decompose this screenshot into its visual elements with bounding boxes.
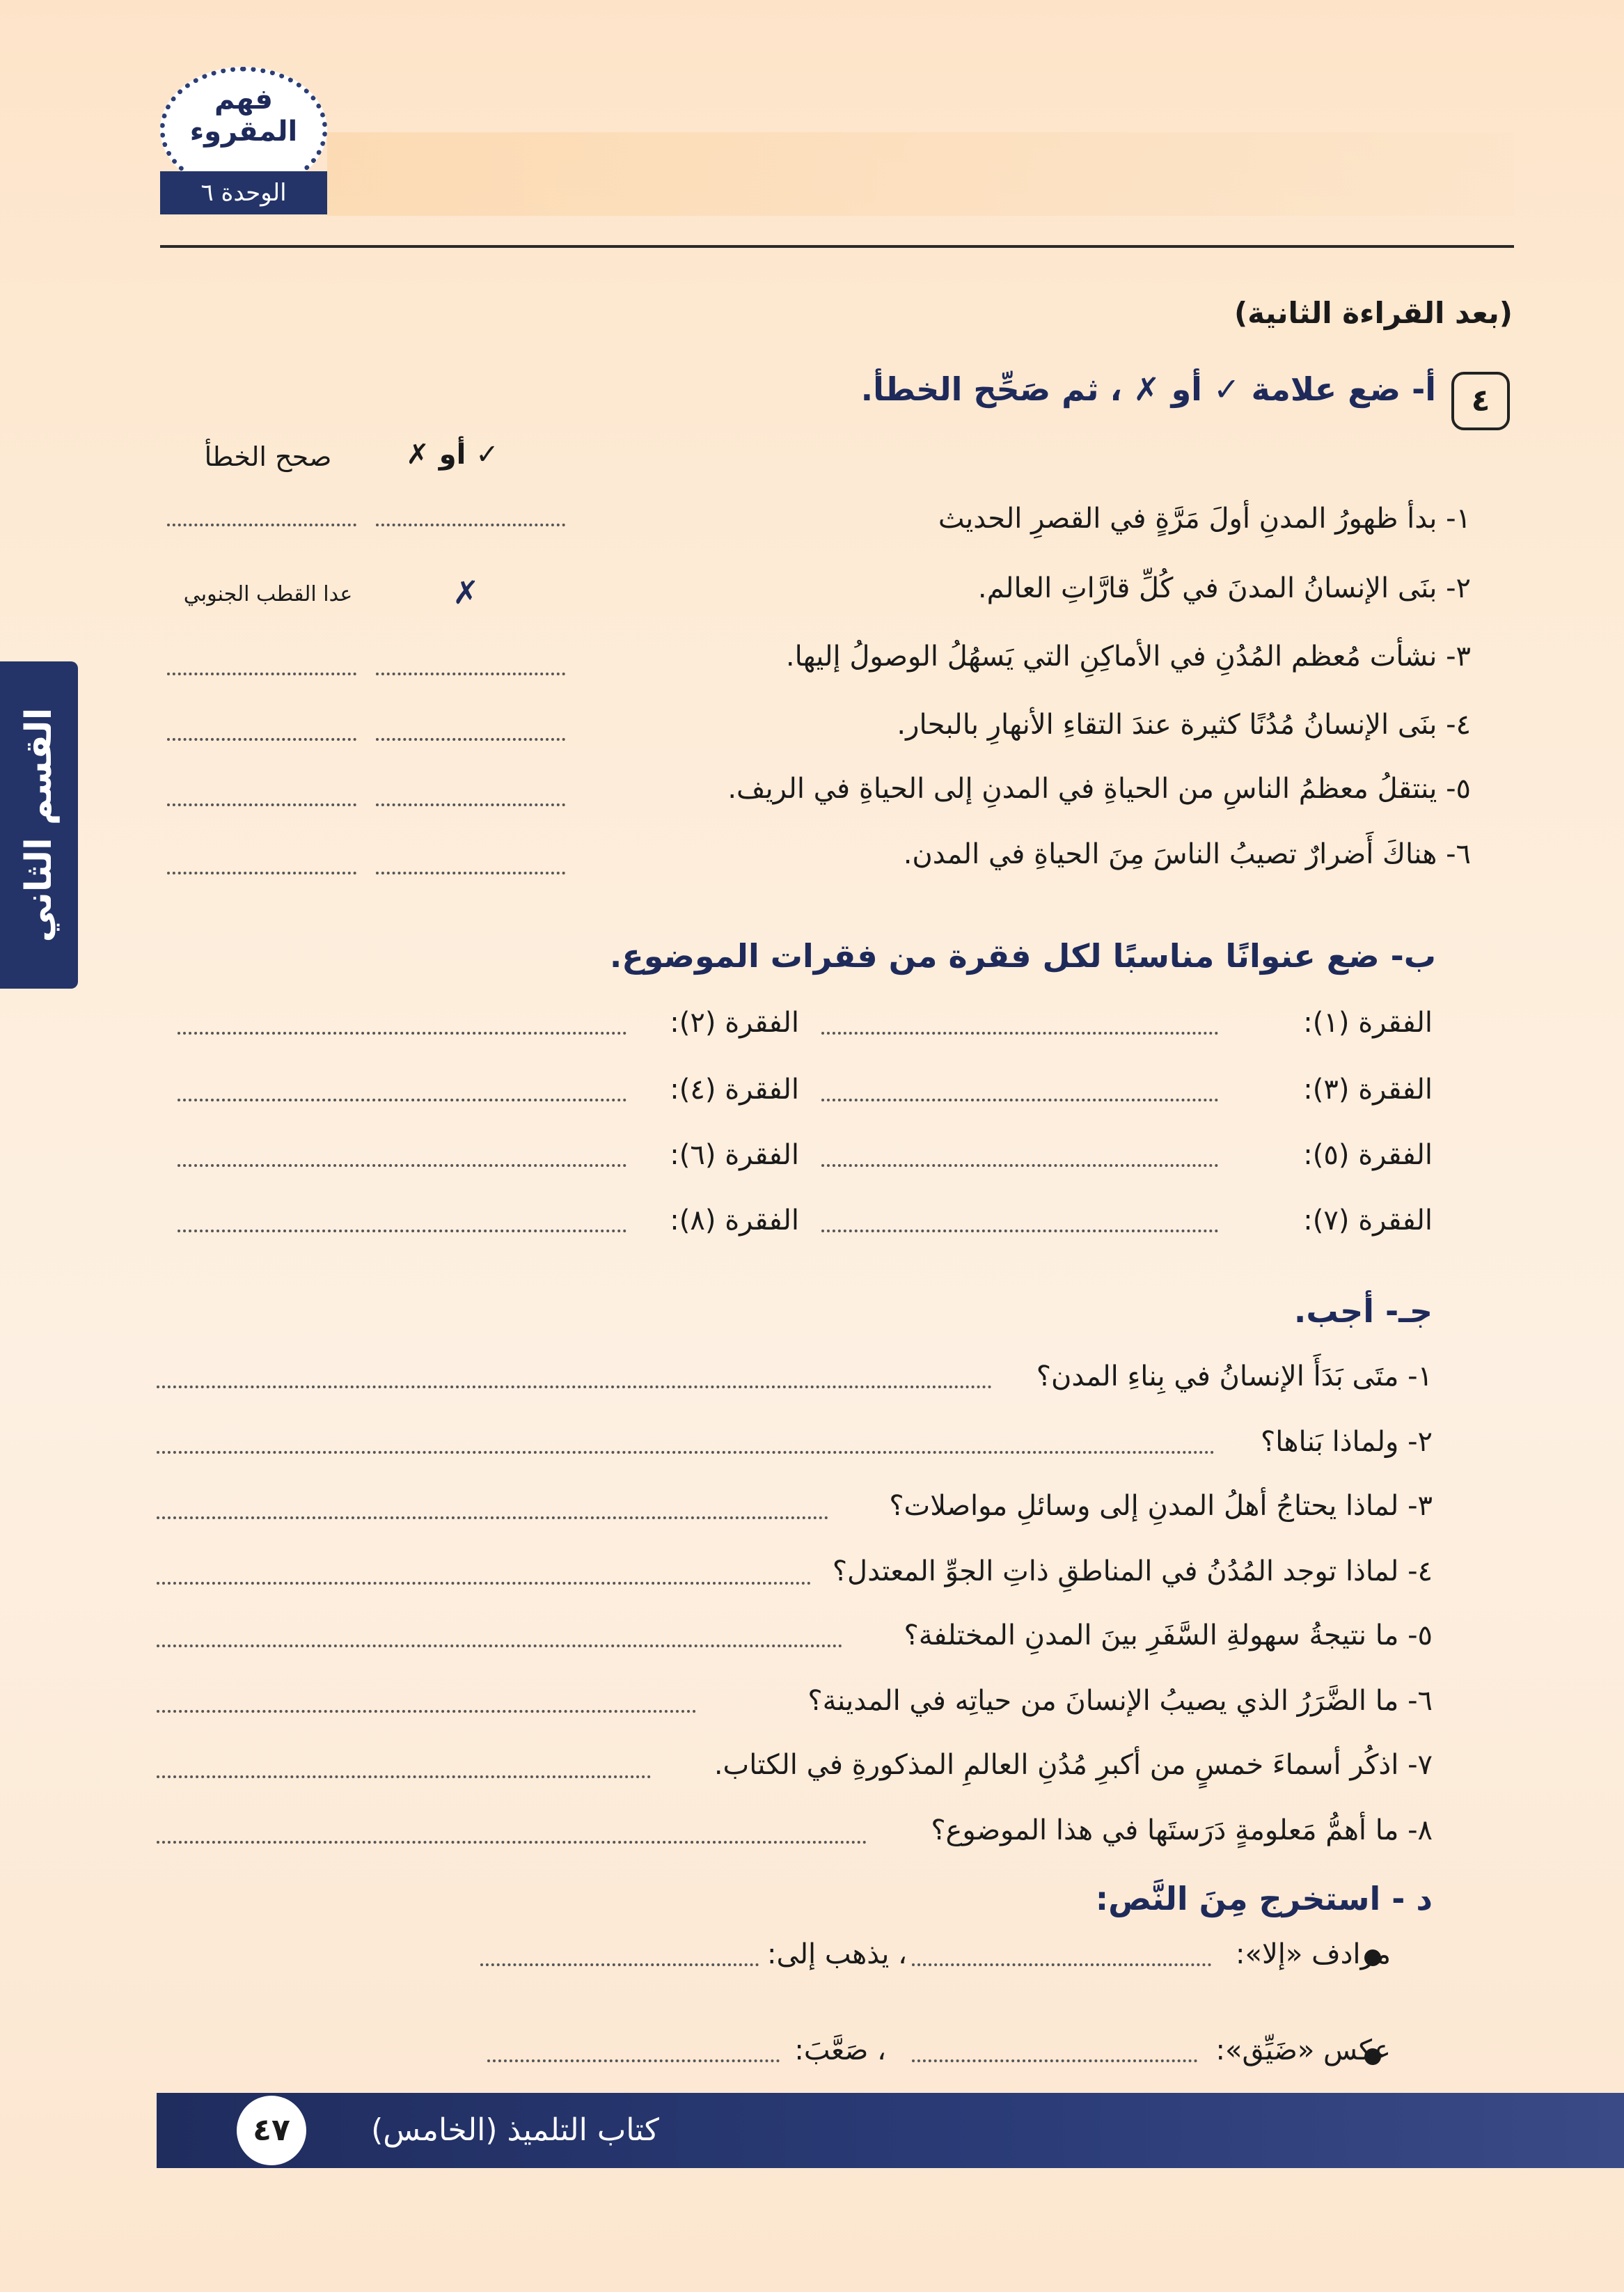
section-d-title: د - استخرج مِنَ النَّص: (1095, 1880, 1433, 1917)
paragraph-8-label: الفقرة (٨): (670, 1204, 799, 1237)
side-section-tab (0, 661, 78, 989)
question-6: ٦- ما الضَّرَرُ الذي يصيبُ الإنسانَ من حياتِه في المدينة؟ (807, 1685, 1433, 1717)
statement-3: ٣- نشأت مُعظم المُدُنِ في الأماكِنِ التي يَسهُلُ الوصولُ إليها. (785, 641, 1471, 673)
column-correction-header: صحح الخطأ (204, 441, 332, 472)
answer-blank-6[interactable] (157, 1710, 696, 1713)
question-1: ١- متَى بَدَأَ الإنسانُ في بِناءِ المدن؟ (1036, 1360, 1433, 1392)
mark-blank-1[interactable] (376, 524, 565, 526)
side-section-label: القسم الثاني (18, 707, 60, 943)
book-title: كتاب التلميذ (الخامس) (371, 2112, 659, 2148)
correction-blank-5[interactable] (167, 803, 356, 806)
answer-blank-5[interactable] (157, 1645, 842, 1647)
paragraph-4-label: الفقرة (٤): (670, 1074, 799, 1106)
correction-blank-3[interactable] (167, 673, 356, 675)
section-a-title: أ- ضع علامة ✓ أو ✗ ، ثم صَحِّح الخطأ. (860, 370, 1436, 408)
badge-line-1: فهم (214, 84, 273, 116)
antonym-blank[interactable] (912, 2059, 1197, 2062)
answer-blank-8[interactable] (157, 1841, 867, 1844)
goes-to-blank[interactable] (480, 1963, 759, 1966)
x-mark-icon: ✗ (452, 574, 480, 611)
mark-blank-6[interactable] (376, 872, 565, 874)
answer-blank-3[interactable] (157, 1516, 828, 1519)
section-b-title: ب- ضع عنوانًا مناسبًا لكل فقرة من فقرات الموضوع. (609, 937, 1436, 975)
paragraph-2-blank[interactable] (178, 1032, 626, 1035)
mark-blank-5[interactable] (376, 803, 565, 806)
header-band (327, 132, 1514, 216)
page-number: ٤٧ (237, 2096, 306, 2165)
correction-blank-4[interactable] (167, 738, 356, 741)
unit-label: الوحدة ٦ (160, 171, 327, 214)
correction-blank-1[interactable] (167, 524, 356, 526)
question-5: ٥- ما نتيجةُ سهولةِ السَّفَرِ بينَ المدنِ المختلفة؟ (904, 1619, 1433, 1651)
paragraph-2-label: الفقرة (٢): (670, 1007, 799, 1039)
answer-blank-1[interactable] (157, 1386, 992, 1388)
statement-5: ٥- ينتقلُ معظمُ الناسِ من الحياةِ في المدنِ إلى الحياةِ في الريف. (727, 773, 1471, 805)
header-divider (160, 245, 1514, 248)
made-difficult-label: ، صَعَّبَ: (794, 2034, 886, 2066)
paragraph-4-blank[interactable] (178, 1099, 626, 1101)
paragraph-3-blank[interactable] (821, 1099, 1218, 1101)
statement-6: ٦- هناكَ أَضرارٌ تصيبُ الناسَ مِنَ الحياةِ في المدن. (903, 838, 1471, 870)
answer-blank-2[interactable] (157, 1451, 1215, 1454)
question-4: ٤- لماذا توجد المُدُنُ في المناطقِ ذاتِ الجوِّ المعتدل؟ (832, 1555, 1433, 1587)
made-difficult-blank[interactable] (487, 2059, 780, 2062)
column-mark-header: ✓ أو ✗ (406, 439, 499, 471)
paragraph-1-label: الفقرة (١): (1303, 1007, 1433, 1039)
antonym-label: عكس «ضَيِّق»: (1215, 2034, 1391, 2066)
badge-line-2: المقروء (189, 116, 298, 148)
paragraph-6-label: الفقرة (٦): (670, 1139, 799, 1171)
paragraph-8-blank[interactable] (178, 1230, 626, 1232)
mark-blank-3[interactable] (376, 673, 565, 675)
paragraph-1-blank[interactable] (821, 1032, 1218, 1035)
statement-1: ١- بدأ ظهورُ المدنِ أولَ مَرَّةٍ في القصرِ الحديث (938, 503, 1471, 535)
question-8: ٨- ما أهمُّ مَعلومةٍ دَرَستَها في هذا الموضوع؟ (931, 1814, 1433, 1846)
statement-2: ٢- بنَى الإنسانُ المدنَ في كُلِّ قارَّاتِ العالم. (977, 572, 1471, 604)
question-7: ٧- اذكُر أسماءَ خمسٍ من أكبرِ مُدُنِ العالمِ المذكورةِ في الكتاب. (714, 1749, 1433, 1781)
correction-2: عدا القطب الجنوبي (183, 582, 353, 606)
statement-4: ٤- بنَى الإنسانُ مُدُنًا كثيرة عندَ التقاءِ الأنهارِ بالبحار. (897, 709, 1471, 741)
paragraph-5-label: الفقرة (٥): (1303, 1139, 1433, 1171)
answer-blank-4[interactable] (157, 1582, 811, 1585)
synonym-blank[interactable] (912, 1963, 1211, 1966)
correction-blank-6[interactable] (167, 872, 356, 874)
paragraph-3-label: الفقرة (٣): (1303, 1074, 1433, 1106)
exercise-number: ٤ (1451, 372, 1510, 430)
mark-blank-4[interactable] (376, 738, 565, 741)
after-reading-label: (بعد القراءة الثانية) (1233, 296, 1513, 330)
lesson-badge-text (160, 84, 327, 148)
paragraph-7-blank[interactable] (821, 1230, 1218, 1232)
paragraph-5-blank[interactable] (821, 1164, 1218, 1167)
synonym-label: مرادف «إلا»: (1236, 1938, 1391, 1970)
goes-to-label: ، يذهب إلى: (767, 1938, 907, 1970)
paragraph-7-label: الفقرة (٧): (1303, 1204, 1433, 1237)
paragraph-6-blank[interactable] (178, 1164, 626, 1167)
question-3: ٣- لماذا يحتاجُ أهلُ المدنِ إلى وسائلِ مواصلات؟ (889, 1490, 1433, 1522)
answer-blank-7[interactable] (157, 1775, 651, 1778)
question-2: ٢- ولماذا بَناها؟ (1261, 1426, 1433, 1458)
section-c-title: جـ- أجب. (1293, 1292, 1433, 1330)
